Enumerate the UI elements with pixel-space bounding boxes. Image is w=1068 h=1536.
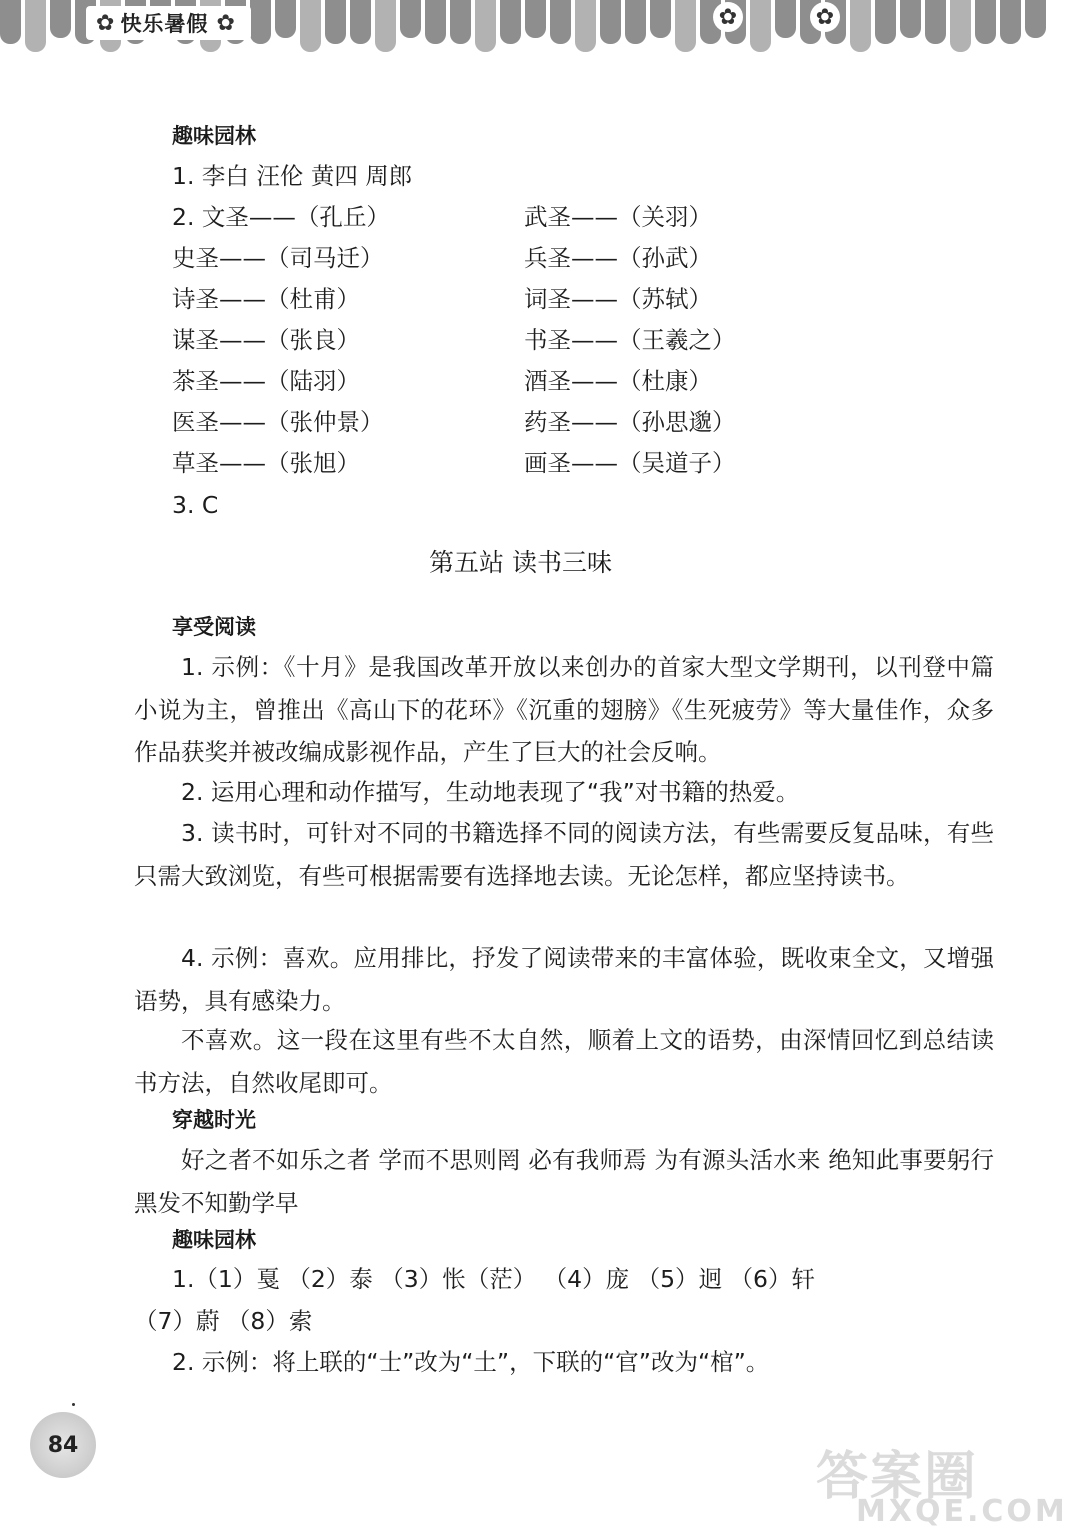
page-number-badge	[30, 1412, 96, 1478]
answer-line: 3. C	[172, 491, 219, 519]
page-header	[0, 0, 1041, 62]
answer-paragraph: 4. 示例：喜欢。应用排比，抒发了阅读带来的丰富体验，既收束全文，又增强语势，具有感染力。	[134, 944, 994, 1015]
answer-line: （7）蔚 （8）索	[134, 1307, 313, 1335]
pair-right: 画圣——（吴道子）	[524, 449, 736, 477]
pair-left: 医圣——（张仲景）	[172, 408, 384, 436]
pair-right: 酒圣——（杜康）	[524, 367, 712, 395]
flower-icon: ✿	[96, 10, 115, 36]
answer-line: 2. 示例：将上联的“士”改为“土”，下联的“官”改为“棺”。	[172, 1348, 770, 1376]
page-number: 84	[47, 1432, 79, 1458]
pair-left: 茶圣——（陆羽）	[172, 367, 360, 395]
dot-mark	[72, 1403, 75, 1406]
section-heading: 享受阅读	[172, 615, 256, 639]
flower-icon: ✿	[216, 10, 235, 36]
watermark-url: MXQE.COM	[856, 1494, 1068, 1529]
answer-paragraph: 不喜欢。这一段在这里有些不太自然，顺着上文的语势，由深情回忆到总结读书方法，自然收尾即可。	[134, 1026, 994, 1097]
answer-paragraph: 1. 示例：《十月》是我国改革开放以来创办的首家大型文学期刊，以刊登中篇小说为主，曾推出《高山下的花环》《沉重的翅膀》《生死疲劳》等大量佳作，众多作品获奖并被改编成影视作品，产生了巨大的社会反响。	[134, 653, 994, 766]
pair-left: 诗圣——（杜甫）	[172, 285, 360, 313]
watermark-text: 答案圈	[816, 1447, 979, 1507]
pair-left: 谋圣——（张良）	[172, 326, 360, 354]
station-title: 第五站 读书三味	[429, 548, 612, 577]
pair-left: 草圣——（张旭）	[172, 449, 360, 477]
book-brand	[86, 6, 251, 40]
answer-paragraph: 3. 读书时，可针对不同的书籍选择不同的阅读方法，有些需要反复品味，有些只需大致浏览，有些可根据需要有选择地去读。无论怎样，都应坚持读书。	[134, 819, 994, 890]
pair-right: 词圣——（苏轼）	[524, 285, 712, 313]
answer-paragraph: 2. 运用心理和动作描写，生动地表现了“我”对书籍的热爱。	[181, 778, 800, 806]
pair-right: 武圣——（关羽）	[524, 203, 712, 231]
answer-line: 1.（1）戛 （2）泰 （3）怅（茫） （4）庞 （5）迥 （6）轩	[172, 1265, 815, 1293]
answer-line: 1. 李白 汪伦 黄四 周郎	[172, 162, 413, 190]
watermark-logo	[816, 1434, 1068, 1532]
flower-icon: ✿	[810, 2, 840, 32]
flower-icon: ✿	[713, 2, 743, 32]
pair-right: 兵圣——（孙武）	[524, 244, 712, 272]
book-title: 快乐暑假	[120, 12, 209, 36]
pair-left: 史圣——（司马迁）	[172, 244, 384, 272]
section-heading: 趣味园林	[172, 124, 256, 148]
pair-right: 药圣——（孙思邈）	[524, 408, 736, 436]
section-heading: 趣味园林	[172, 1228, 256, 1252]
section-heading: 穿越时光	[172, 1108, 256, 1132]
pair-left: 2. 文圣——（孔丘）	[172, 203, 390, 231]
pair-right: 书圣——（王羲之）	[524, 326, 736, 354]
answer-paragraph: 好之者不如乐之者 学而不思则罔 必有我师焉 为有源头活水来 绝知此事要躬行 黑发不知勤学早	[134, 1146, 994, 1217]
